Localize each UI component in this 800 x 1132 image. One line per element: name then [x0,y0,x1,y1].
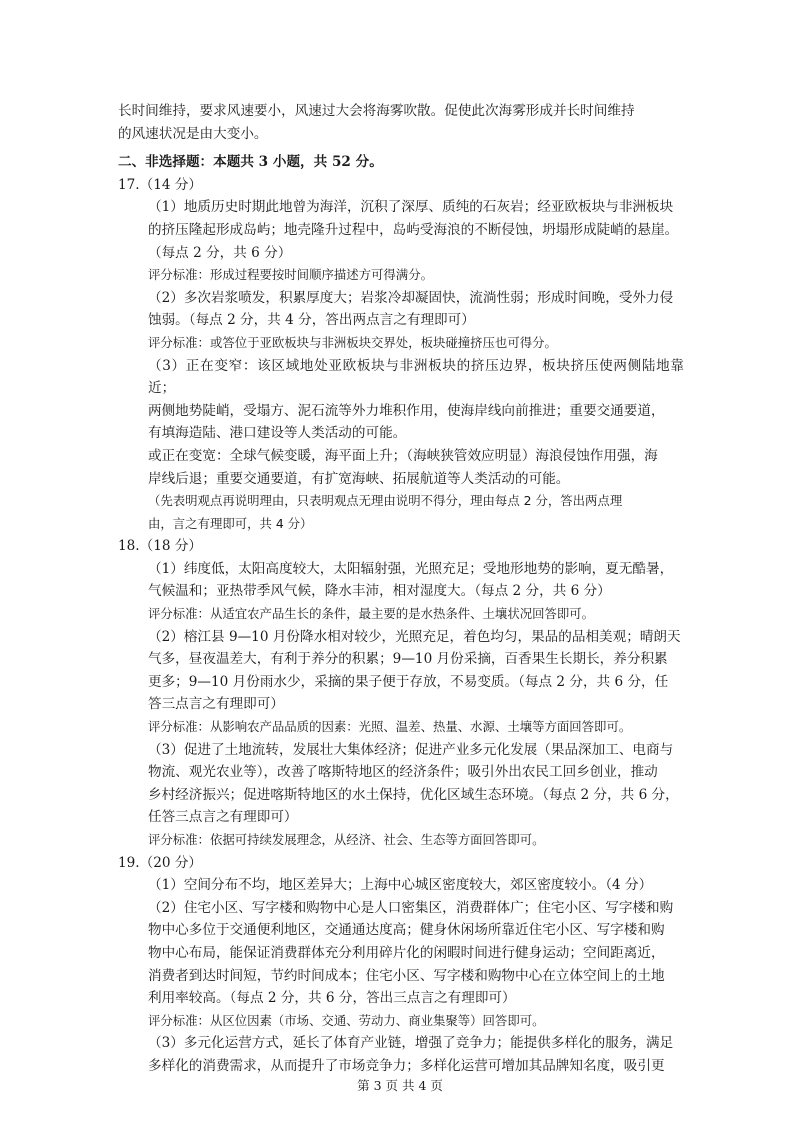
q17-answer-1: 的挤压隆起形成岛屿；地壳隆升过程中，岛屿受海浪的不断侵蚀，坍塌形成陡峭的悬崖。 [148,221,679,238]
q18-answer-3: （3）促进了土地流转，发展壮大集体经济；促进产业多元化发展（果品深加工、电商与 [148,741,674,758]
q17-header: 17.（14 分） [118,176,203,193]
q17-answer-3: （3）正在变窄：该区域地处亚欧板块与非洲板块的挤压边界，板块挤压使两侧陆地靠近； [148,357,684,397]
q18-criteria-3: 评分标准：依据可持续发展理念，从经济、社会、生态等方面回答即可。 [148,832,545,847]
q17-answer-1: （1）地质历史时期此地曾为海洋，沉积了深厚、质纯的石灰岩；经亚欧板块与非洲板块 [148,199,674,216]
q18-answer-1: 气候温和；亚热带季风气候，降水丰沛，相对湿度大。（每点 2 分，共 6 分） [148,583,611,600]
q17-criteria-3: 由，言之有理即可，共 4 分） [148,515,313,531]
section-title: 二、非选择题：本题共 3 小题，共 52 分。 [118,154,383,171]
q18-answer-2: （2）榕江县 9—10 月份降水相对较少，光照充足，着色均匀，果品的品相美观；晴朗天 [148,628,681,645]
q19-answer-3: （3）多元化运营方式，延长了体育产业链，增强了竞争力；能提供多样化的服务，满足 [148,1035,674,1052]
q17-criteria-2: 评分标准：或答位于亚欧板块与非洲板块交界处，板块碰撞挤压也可得分。 [148,334,557,350]
q18-answer-1: （1）纬度低，太阳高度较大，太阳辐射强，光照充足；受地形地势的影响，夏无酷暑， [148,560,674,577]
q17-answer-2: 蚀弱。（每点 2 分，共 4 分，答出两点言之有理即可） [148,312,475,329]
q18-answer-2: 更多；9—10 月份雨水少，采摘的果子便于存放，不易变质。（每点 2 分，共 6 分，任 [148,673,669,690]
page-content [118,100,684,1078]
q17-answer-3: 两侧地势陡峭，受塌方、泥石流等外力堆积作用，使海岸线向前推进；重要交通要道， [148,402,665,419]
q17-criteria-1: 评分标准：形成过程要按时间顺序描述方可得满分。 [148,267,433,283]
q18-answer-3: 任答三点言之有理即可） [148,809,298,826]
q17-criteria-3: （先表明观点再说明理由，只表明观点无理由说明不得分，理由每点 2 分，答出两点理 [148,493,623,509]
intro-line: 的风速状况是由大变小。 [118,125,268,142]
q19-answer-2: 消费者到达时间短，节约时间成本；住宅小区、写字楼和购物中心在立体空间上的土地 [148,967,665,984]
q19-answer-2: 利用率较高。（每点 2 分，共 6 分，答出三点言之有理即可） [148,990,516,1007]
q18-criteria-2: 评分标准：从影响农产品品质的因素：光照、温差、热量、水源、土壤等方面回答即可。 [148,719,632,735]
q17-answer-4: 或正在变宽：全球气候变暖，海平面上升；（海峡狭管效应明显）海浪侵蚀作用强，海 [148,447,658,464]
q17-answer-3: 有填海造陆、港口建设等人类活动的可能。 [148,425,407,442]
q18-answer-3: 乡村经济振兴；促进喀斯特地区的水土保持，优化区域生态环境。（每点 2 分，共 6 分， [148,786,679,803]
q19-answer-2: （2）住宅小区、写字楼和购物中心是人口密集区，消费群体广；住宅小区、写字楼和购 [148,899,674,916]
q18-answer-2: 气多，昼夜温差大，有利于养分的积累；9—10 月份采摘，百香果生长期长，养分积累 [148,651,668,668]
q19-answer-2: 物中心多位于交通便利地区，交通通达度高；健身休闲场所靠近住宅小区、写字楼和购 [148,922,665,939]
q19-header: 19.（20 分） [118,854,203,871]
q18-header: 18.（18 分） [118,538,203,555]
q18-answer-2: 答三点言之有理即可） [148,696,284,713]
q17-answer-2: （2）多次岩浆喷发，积累厚度大；岩浆冷却凝固快，流淌性弱；形成时间晚，受外力侵 [148,289,674,306]
q19-criteria-2: 评分标准：从区位因素（市场、交通、劳动力、商业集聚等）回答即可。 [148,1012,545,1028]
q19-answer-2: 物中心布局，能保证消费群体充分利用碎片化的闲暇时间进行健身运动；空间距离近， [148,944,665,961]
q18-criteria-1: 评分标准：从适宜农产品生长的条件，最主要的是水热条件、土壤状况回答即可。 [148,606,595,622]
q19-answer-3: 多样化的消费需求，从而提升了市场竞争力；多样化运营可增加其品牌知名度，吸引更 [148,1057,665,1074]
intro-line: 长时间维持，要求风速要小，风速过大会将海雾吹散。促使此次海雾形成并长时间维持 [118,103,635,119]
q17-answer-1: （每点 2 分，共 6 分） [148,244,292,261]
q18-answer-3: 物流、观光农业等），改善了喀斯特地区的经济条件；吸引外出农民工回乡创业，推动 [148,764,658,781]
q17-answer-4: 岸线后退；重要交通要道，有扩宽海峡、拓展航道等人类活动的可能。 [148,470,570,487]
page-number: 第 3 页 共 4 页 [357,1078,443,1093]
q19-answer-1: （1）空间分布不均，地区差异大；上海中心城区密度较大，郊区密度较小。（4 分） [148,877,653,894]
